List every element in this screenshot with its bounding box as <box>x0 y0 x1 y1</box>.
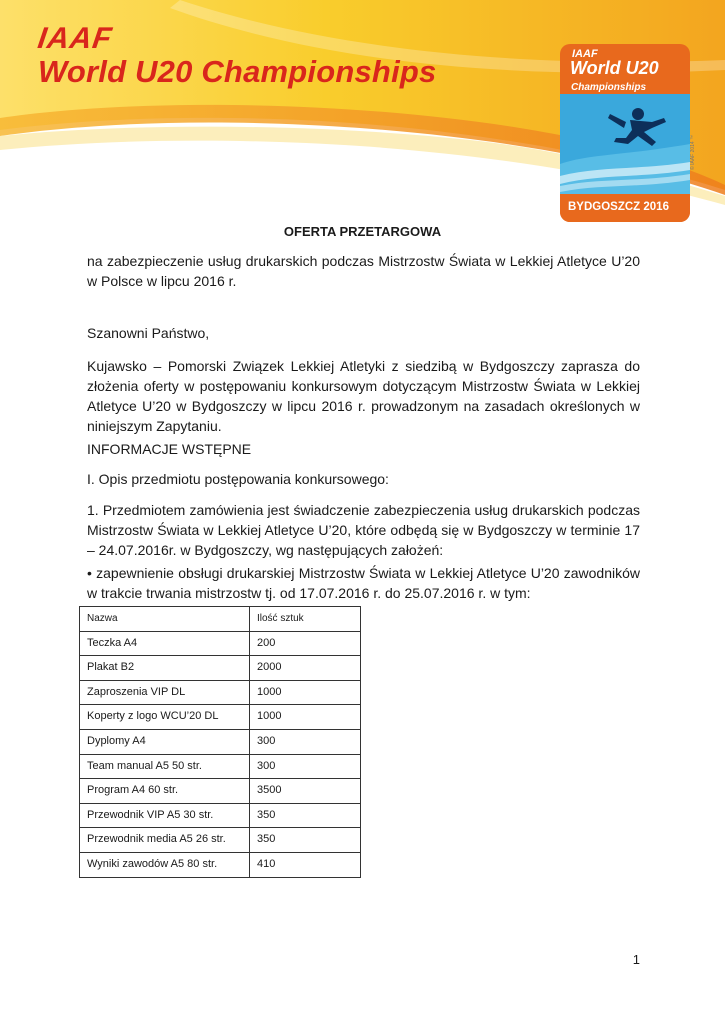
item-quantity: 350 <box>250 803 361 828</box>
item-name: Koperty z logo WCU’20 DL <box>80 705 250 730</box>
salutation: Szanowni Państwo, <box>87 325 210 341</box>
document-title: OFERTA PRZETARGOWA <box>283 224 442 239</box>
item-name: Przewodnik VIP A5 30 str. <box>80 803 250 828</box>
item-quantity: 1000 <box>250 705 361 730</box>
championship-logo <box>560 44 690 222</box>
item-name: Zaproszenia VIP DL <box>80 680 250 705</box>
item-name: Teczka A4 <box>80 631 250 656</box>
item-quantity: 1000 <box>250 680 361 705</box>
table-row <box>80 631 361 656</box>
logo-copyright: © IAAF 2014 ™ <box>690 134 696 170</box>
logo-brand: IAAF <box>572 48 598 60</box>
bullet-1: • zapewnienie obsługi drukarskiej Mistrzostw Świata w Lekkiej Atletyce U’20 zawodników w trakcie trwania mistrzostw tj. od 17.07.2016 r. do 25.07.2016 r. w tym: <box>87 565 640 601</box>
subsection-heading: I. Opis przedmiotu postępowania konkursowego: <box>87 471 389 487</box>
item-name: Wyniki zawodów A5 80 str. <box>80 852 250 877</box>
table-header-row <box>80 607 361 632</box>
table-row <box>80 729 361 754</box>
item-name: Dyplomy A4 <box>80 729 250 754</box>
column-header-name: Nazwa <box>80 607 250 632</box>
logo-title: World U20 <box>570 58 659 78</box>
item-quantity: 2000 <box>250 656 361 681</box>
table-row <box>80 680 361 705</box>
item-quantity: 350 <box>250 828 361 853</box>
column-header-quantity: Ilość sztuk <box>250 607 361 632</box>
items-table <box>79 606 361 878</box>
table-row <box>80 754 361 779</box>
item-quantity: 410 <box>250 852 361 877</box>
item-quantity: 200 <box>250 631 361 656</box>
item-name: Program A4 60 str. <box>80 779 250 804</box>
item-name: Plakat B2 <box>80 656 250 681</box>
item-quantity: 300 <box>250 729 361 754</box>
table-row <box>80 656 361 681</box>
item-quantity: 300 <box>250 754 361 779</box>
item-name: Przewodnik media A5 26 str. <box>80 828 250 853</box>
table-row <box>80 852 361 877</box>
table-row <box>80 803 361 828</box>
table-row <box>80 779 361 804</box>
logo-subtitle: Championships <box>571 82 647 93</box>
table-row <box>80 828 361 853</box>
document-subject: na zabezpieczenie usług drukarskich podczas Mistrzostw Świata w Lekkiej Atletyce U’20 w Polsce w lipcu 2016 r. <box>87 253 640 289</box>
point-1: 1. Przedmiotem zamówienia jest świadczenie zabezpieczenia usług drukarskich podczas Mistrzostw Świata w Lekkiej Atletyce U’20, które odbędą się w Bydgoszczy w terminie 17 – 24.07.2016r. w Bydgoszczy, wg następujących założeń: <box>87 502 640 558</box>
item-quantity: 3500 <box>250 779 361 804</box>
intro-paragraph: Kujawsko – Pomorski Związek Lekkiej Atletyki z siedzibą w Bydgoszczy zaprasza do złożenia oferty w postępowaniu konkursowym dotyczącym Mistrzostw Świata w Lekkiej Atletyce U’20 w Bydgoszczy w lipcu 2016 r. prowadzonym na zasadach określonych w niniejszym Zapytaniu. <box>87 358 640 434</box>
iaaf-brand-logo: IAAF <box>35 22 115 55</box>
header-banner <box>0 0 725 225</box>
page-number: 1 <box>632 952 640 967</box>
item-name: Team manual A5 50 str. <box>80 754 250 779</box>
section-heading: INFORMACJE WSTĘPNE <box>87 441 252 457</box>
event-title: World U20 Championships <box>38 54 437 89</box>
logo-city: BYDGOSZCZ 2016 <box>568 201 669 213</box>
table-row <box>80 705 361 730</box>
